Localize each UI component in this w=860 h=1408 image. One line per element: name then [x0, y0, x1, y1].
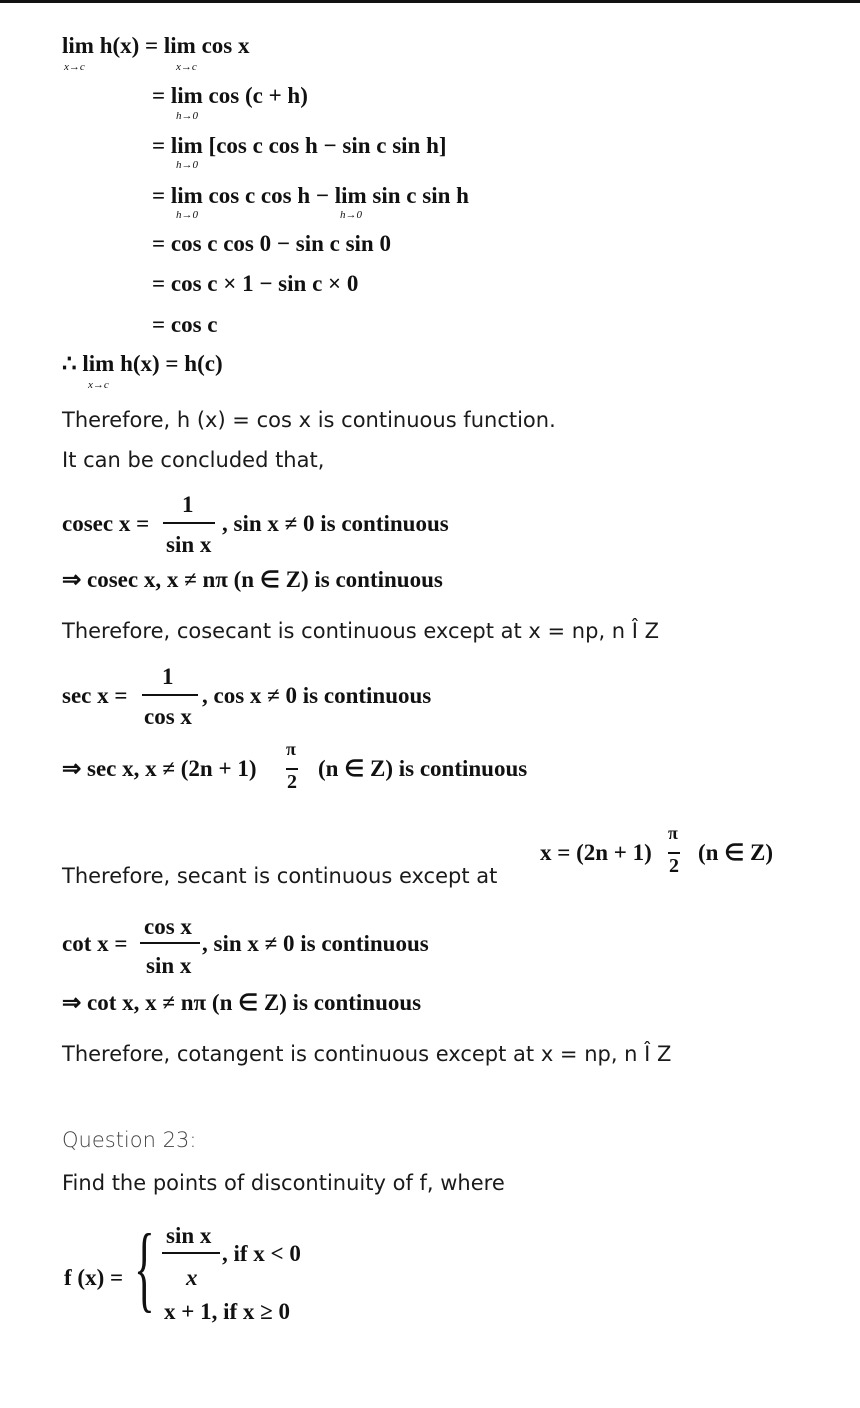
sec-denominator: cos x: [144, 704, 192, 729]
limit-subscript: h→0: [176, 159, 198, 171]
limit-subscript: h→0: [176, 209, 198, 221]
piecewise-lhs: f (x) =: [64, 1265, 124, 1290]
paragraph-secant: Therefore, secant is continuous except at: [62, 864, 498, 888]
pi-symbol: π: [286, 739, 296, 759]
top-rule: [0, 0, 860, 3]
cot-denominator: sin x: [146, 953, 192, 978]
two-denominator: 2: [669, 855, 679, 877]
cot-condition: , sin x ≠ 0 is continuous: [202, 931, 429, 956]
case1-condition: , if x < 0: [222, 1241, 301, 1266]
derivation-line-7: = cos c: [152, 312, 218, 337]
derivation-line-1: lim h(x) = lim cos x: [62, 33, 250, 58]
piecewise-brace: {: [134, 1214, 155, 1321]
fraction-bar: [140, 942, 200, 944]
secant-except-value: x = (2n + 1): [540, 840, 652, 865]
cot-lhs: cot x =: [62, 931, 128, 956]
fraction-bar: [142, 694, 198, 696]
sec-lhs: sec x =: [62, 683, 128, 708]
paragraph-cotangent: Therefore, cotangent is continuous except at x = np, n Î Z: [62, 1042, 672, 1066]
case2: x + 1, if x ≥ 0: [164, 1299, 291, 1324]
paragraph-continuous: Therefore, h (x) = cos x is continuous function.: [62, 408, 556, 432]
sec-numerator: 1: [162, 664, 174, 689]
cosec-implies: ⇒ cosec x, x ≠ nπ (n ∈ Z) is continuous: [62, 567, 443, 592]
cosec-lhs: cosec x =: [62, 511, 150, 536]
cosec-denominator: sin x: [166, 532, 212, 557]
case1-denominator: x: [186, 1265, 198, 1290]
derivation-line-3: = lim [cos c cos h − sin c sin h]: [152, 133, 447, 158]
limit-subscript: x→c: [64, 61, 85, 73]
limit-subscript: x→c: [88, 379, 109, 391]
two-denominator: 2: [287, 771, 297, 793]
secant-except-domain: (n ∈ Z): [698, 840, 773, 865]
question-prompt: Find the points of discontinuity of f, where: [62, 1171, 505, 1195]
pi-symbol: π: [668, 823, 678, 843]
fraction-bar: [163, 522, 215, 524]
fraction-bar: [668, 852, 680, 854]
derivation-line-6: = cos c × 1 − sin c × 0: [152, 271, 359, 296]
case1-numerator: sin x: [166, 1223, 212, 1248]
sec-implies: ⇒ sec x, x ≠ (2n + 1): [62, 756, 257, 781]
limit-subscript: h→0: [176, 110, 198, 122]
sec-condition: , cos x ≠ 0 is continuous: [202, 683, 432, 708]
cot-numerator: cos x: [144, 914, 192, 939]
cosec-condition: , sin x ≠ 0 is continuous: [222, 511, 449, 536]
fraction-bar: [162, 1252, 220, 1254]
limit-subscript: h→0: [340, 209, 362, 221]
paragraph-cosecant: Therefore, cosecant is continuous except at x = np, n Î Z: [62, 619, 660, 643]
sec-implies-tail: (n ∈ Z) is continuous: [318, 756, 528, 781]
fraction-bar: [286, 768, 298, 770]
derivation-line-4: = lim cos c cos h − lim sin c sin h: [152, 183, 469, 208]
derivation-line-5: = cos c cos 0 − sin c sin 0: [152, 231, 391, 256]
question-label: Question 23:: [62, 1128, 197, 1152]
cot-implies: ⇒ cot x, x ≠ nπ (n ∈ Z) is continuous: [62, 990, 422, 1015]
cosec-numerator: 1: [182, 492, 194, 517]
limit-subscript: x→c: [176, 61, 197, 73]
therefore-line: ∴ lim h(x) = h(c): [62, 351, 223, 376]
paragraph-concluded: It can be concluded that,: [62, 448, 325, 472]
derivation-line-2: = lim cos (c + h): [152, 83, 308, 108]
